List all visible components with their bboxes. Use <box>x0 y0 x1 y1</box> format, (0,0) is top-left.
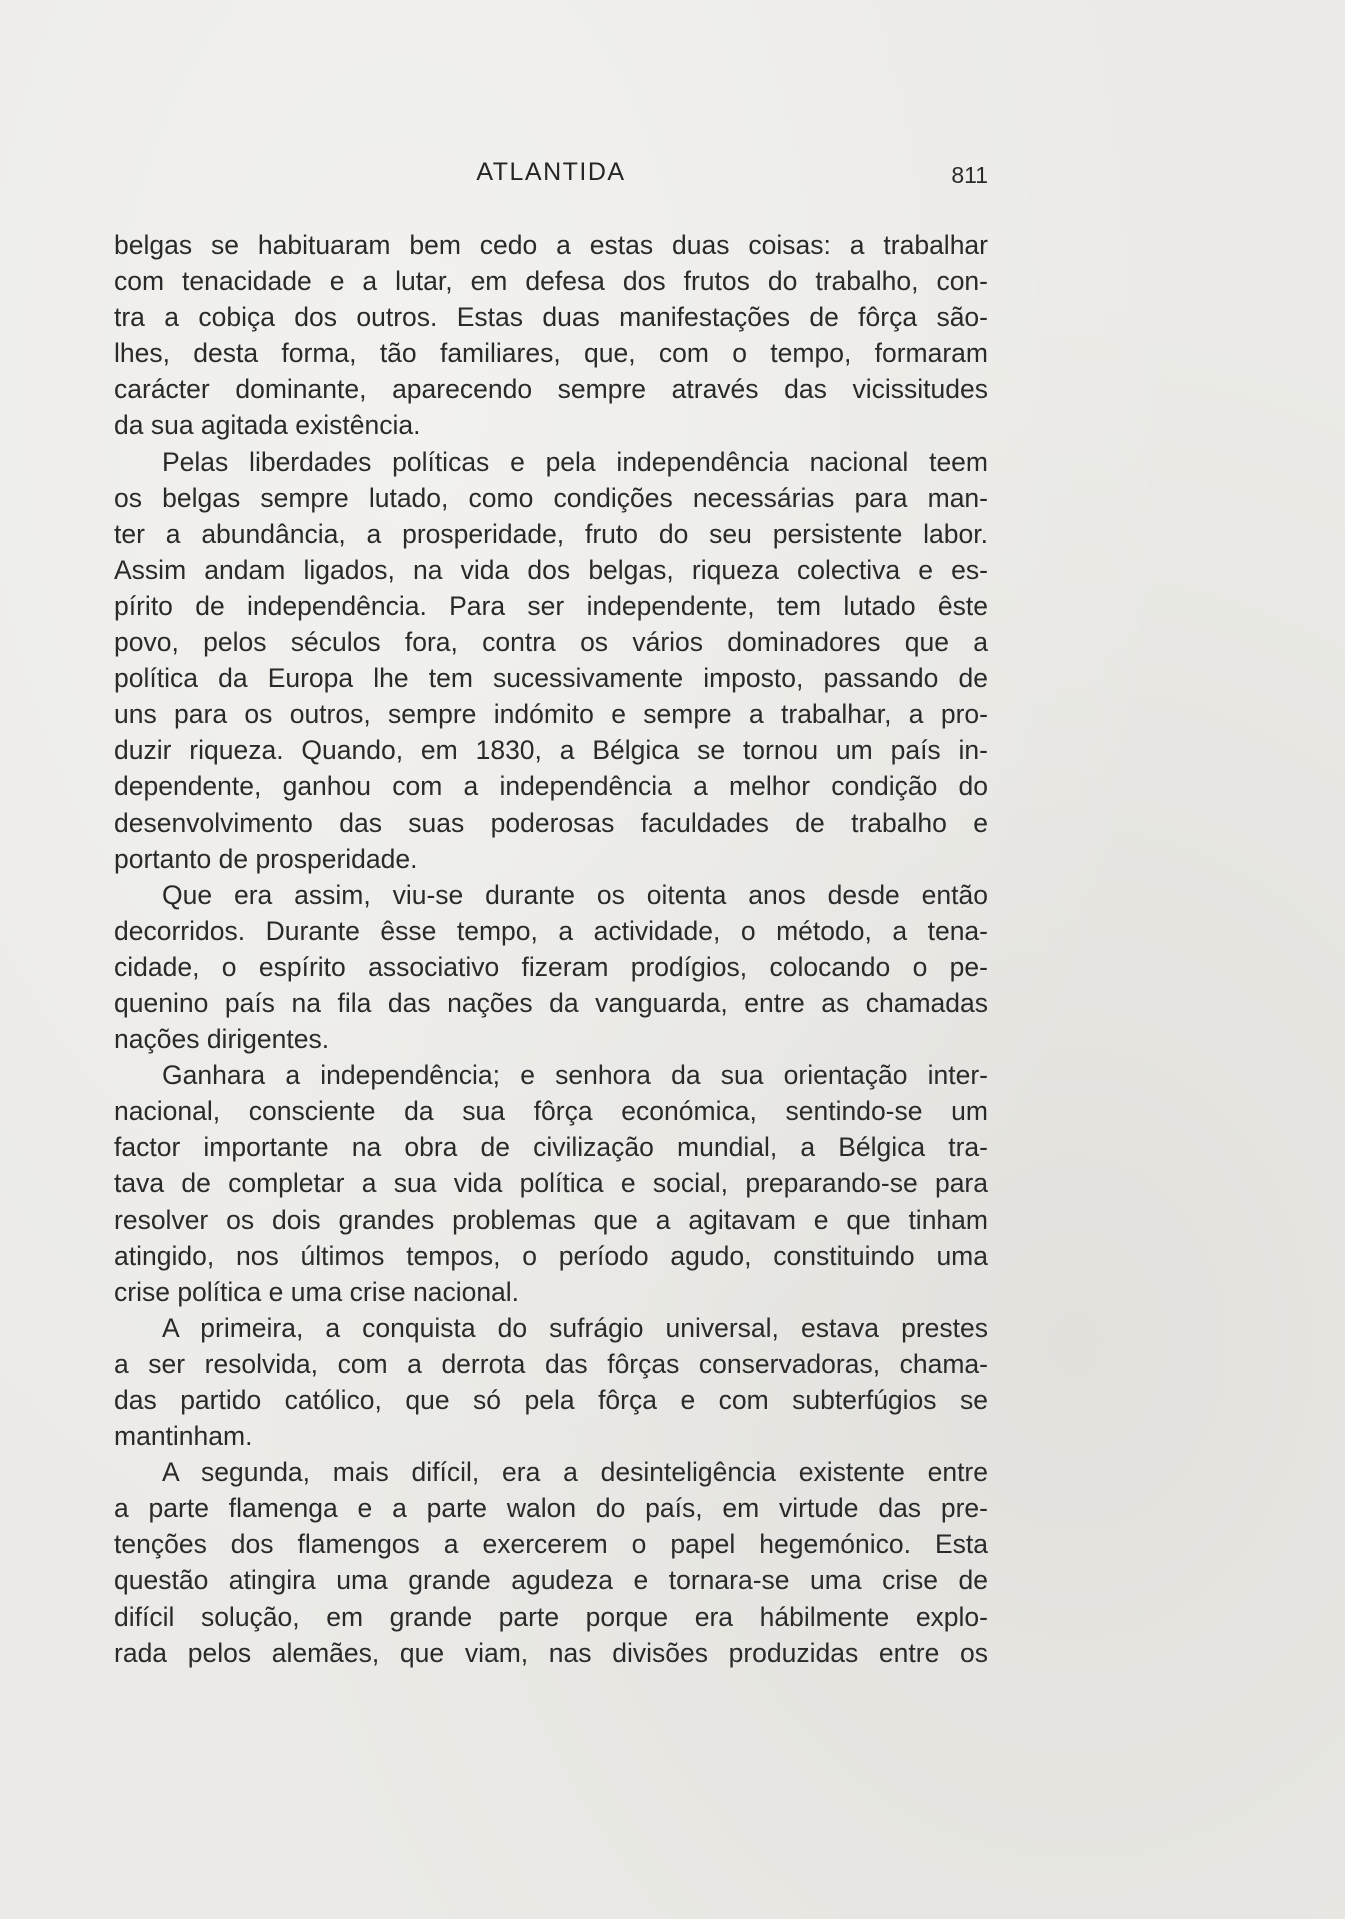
text-line: decorridos. Durante êsse tempo, a actividade, o método, a tena- <box>114 915 988 946</box>
body-text <box>114 227 988 1671</box>
text-line: tava de completar a sua vida política e social, preparando-se para <box>114 1168 988 1199</box>
text-line: a parte flamenga e a parte walon do país, em virtude das pre- <box>114 1493 988 1524</box>
running-title: ATLANTIDA <box>476 158 626 186</box>
text-line: atingido, nos últimos tempos, o período agudo, constituindo uma <box>114 1240 988 1271</box>
text-line: Que era assim, viu-se durante os oitenta anos desde então <box>162 879 988 910</box>
text-line: pírito de independência. Para ser independente, tem lutado êste <box>114 590 988 621</box>
text-line: portanto de prosperidade. <box>114 843 418 874</box>
text-line: difícil solução, em grande parte porque era hábilmente explo- <box>114 1601 988 1632</box>
text-line: rada pelos alemães, que viam, nas divisões produzidas entre os <box>114 1637 988 1668</box>
text-line: tra a cobiça dos outros. Estas duas manifestações de fôrça são- <box>114 302 988 333</box>
text-line: política da Europa lhe tem sucessivamente imposto, passando de <box>114 663 988 694</box>
text-line: cidade, o espírito associativo fizeram prodígios, colocando o pe- <box>114 951 988 982</box>
text-line: uns para os outros, sempre indómito e sempre a trabalhar, a pro- <box>114 699 988 730</box>
text-line: A primeira, a conquista do sufrágio universal, estava prestes <box>162 1312 988 1343</box>
text-line: da sua agitada existência. <box>114 410 421 441</box>
text-line: duzir riqueza. Quando, em 1830, a Bélgica se tornou um país in- <box>114 735 988 766</box>
text-line: resolver os dois grandes problemas que a agitavam e que tinham <box>114 1204 988 1235</box>
text-line: mantinham. <box>114 1421 253 1452</box>
text-line: os belgas sempre lutado, como condições necessárias para man- <box>114 482 988 513</box>
text-line: tenções dos flamengos a exercerem o papel hegemónico. Esta <box>114 1529 988 1560</box>
text-line: quenino país na fila das nações da vanguarda, entre as chamadas <box>114 987 988 1018</box>
text-line: Pelas liberdades políticas e pela independência nacional teem <box>162 446 988 477</box>
text-line: crise política e uma crise nacional. <box>114 1276 520 1307</box>
text-line: nações dirigentes. <box>114 1024 330 1055</box>
text-line: lhes, desta forma, tão familiares, que, com o tempo, formaram <box>114 338 988 369</box>
text-line: belgas se habituaram bem cedo a estas duas coisas: a trabalhar <box>114 230 988 260</box>
text-line: Assim andam ligados, na vida dos belgas, riqueza colectiva e es- <box>114 554 988 585</box>
text-line: das partido católico, que só pela fôrça e com subterfúgios se <box>114 1385 988 1415</box>
text-line: ter a abundância, a prosperidade, fruto do seu persistente labor. <box>114 518 988 549</box>
text-line: povo, pelos séculos fora, contra os vários dominadores que a <box>114 627 988 658</box>
page-number: 811 <box>951 162 988 188</box>
text-line: factor importante na obra de civilização mundial, a Bélgica tra- <box>114 1132 988 1163</box>
text-line: A segunda, mais difícil, era a desinteligência existente entre <box>162 1457 988 1488</box>
text-line: dependente, ganhou com a independência a melhor condição do <box>114 771 988 802</box>
running-head <box>114 158 988 194</box>
text-line: carácter dominante, aparecendo sempre através das vicissitudes <box>114 374 988 405</box>
text-line: com tenacidade e a lutar, em defesa dos frutos do trabalho, con- <box>114 266 988 297</box>
text-line: questão atingira uma grande agudeza e tornara-se uma crise de <box>114 1565 988 1596</box>
text-line: nacional, consciente da sua fôrça económica, sentindo-se um <box>114 1096 988 1127</box>
text-line: Ganhara a independência; e senhora da sua orientação inter- <box>162 1060 988 1091</box>
text-line: desenvolvimento das suas poderosas faculdades de trabalho e <box>114 807 988 838</box>
text-line: a ser resolvida, com a derrota das fôrças conservadoras, chama- <box>114 1348 988 1379</box>
